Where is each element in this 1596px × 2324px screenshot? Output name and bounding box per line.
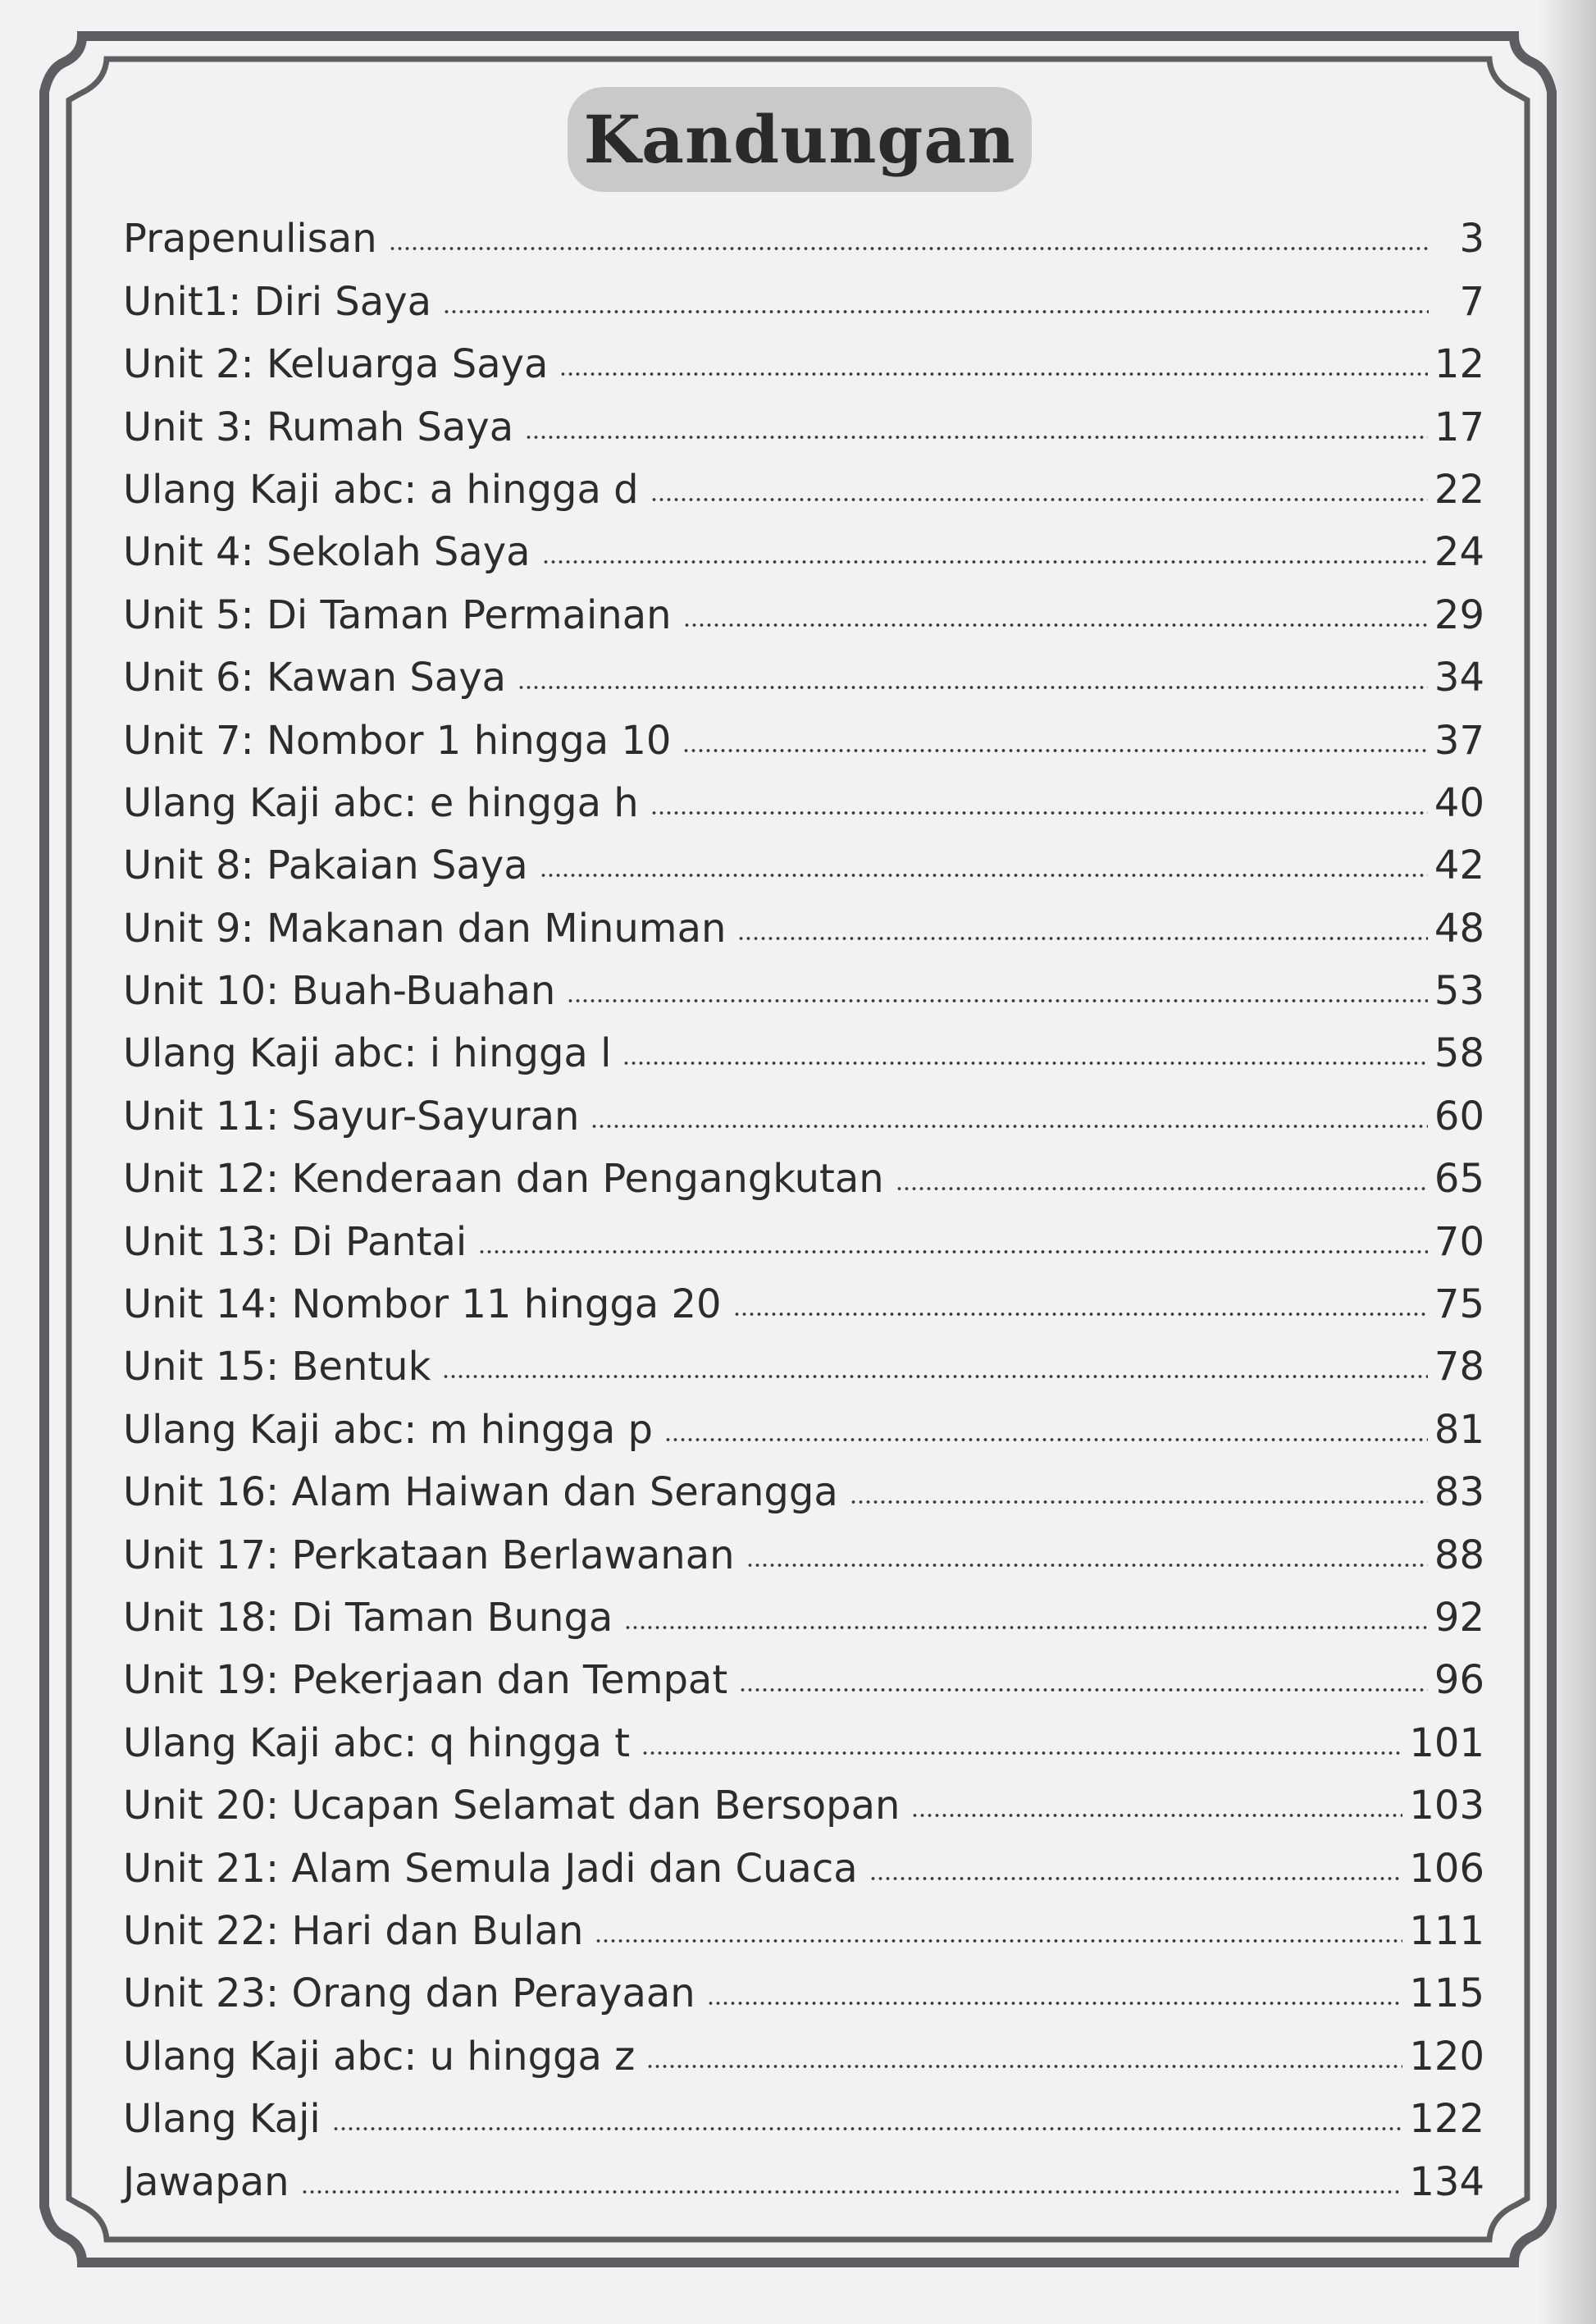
dot-leader	[478, 1250, 1428, 1253]
toc-entry-label: Unit 22: Hari dan Bulan	[123, 1907, 584, 1954]
toc-entry-page-number: 78	[1434, 1344, 1484, 1390]
toc-entry-label: Unit 8: Pakaian Saya	[123, 842, 528, 889]
dot-leader	[911, 1814, 1402, 1817]
dot-leader	[301, 2190, 1403, 2194]
toc-entry	[123, 1199, 1484, 1265]
toc-entry	[123, 823, 1484, 889]
title-banner	[568, 87, 1032, 192]
dot-leader	[683, 623, 1428, 627]
toc-entry-page-number: 122	[1409, 2096, 1484, 2143]
toc-entry-label: Ulang Kaji	[123, 2096, 321, 2143]
dot-leader	[664, 1438, 1428, 1441]
toc-entry-page-number: 12	[1434, 341, 1484, 388]
dot-leader	[641, 1751, 1402, 1755]
toc-entry	[123, 1951, 1484, 2017]
toc-entry-page-number: 37	[1434, 717, 1484, 764]
toc-entry-label: Unit 13: Di Pantai	[123, 1218, 467, 1265]
toc-entry	[123, 447, 1484, 513]
dot-leader	[707, 2002, 1403, 2005]
toc-entry	[123, 1450, 1484, 1516]
toc-entry	[123, 509, 1484, 576]
toc-entry-page-number: 83	[1434, 1469, 1484, 1516]
toc-entry	[123, 322, 1484, 388]
toc-entry	[123, 635, 1484, 701]
dot-leader	[739, 1688, 1428, 1692]
dot-leader	[746, 1564, 1428, 1567]
toc-entry-label: Unit 19: Pekerjaan dan Tempat	[123, 1657, 728, 1704]
toc-entry-page-number: 7	[1459, 278, 1484, 325]
dot-leader	[567, 999, 1428, 1002]
toc-entry	[123, 384, 1484, 450]
toc-entry-label: Unit 6: Kawan Saya	[123, 655, 507, 701]
toc-entry-page-number: 96	[1434, 1657, 1484, 1704]
toc-entry-label: Unit 17: Perkataan Berlawanan	[123, 1532, 735, 1578]
dot-leader	[650, 498, 1428, 501]
dot-leader	[624, 1626, 1428, 1629]
toc-entry-label: Unit1: Diri Saya	[123, 278, 432, 325]
toc-entry	[123, 948, 1484, 1015]
dot-leader	[896, 1187, 1428, 1190]
toc-entry-page-number: 17	[1434, 404, 1484, 450]
toc-entry-page-number: 60	[1434, 1093, 1484, 1139]
toc-entry	[123, 1386, 1484, 1453]
toc-entry-page-number: 81	[1434, 1406, 1484, 1453]
toc-entry-page-number: 88	[1434, 1532, 1484, 1578]
toc-entry	[123, 1888, 1484, 1954]
toc-entry-label: Unit 5: Di Taman Permainan	[123, 591, 672, 638]
toc-entry-label: Ulang Kaji abc: u hingga z	[123, 2033, 636, 2080]
toc-entry-page-number: 48	[1434, 905, 1484, 952]
toc-entry	[123, 1575, 1484, 1641]
toc-entry-page-number: 65	[1434, 1156, 1484, 1203]
toc-entry	[123, 1262, 1484, 1328]
toc-entry-label: Unit 7: Nombor 1 hingga 10	[123, 717, 672, 764]
page-title: Kandungan	[583, 101, 1016, 178]
toc-entry	[123, 885, 1484, 952]
toc-entry	[123, 760, 1484, 826]
toc-entry	[123, 1700, 1484, 1766]
toc-entry-page-number: 92	[1434, 1594, 1484, 1641]
toc-entry	[123, 258, 1484, 325]
toc-entry-label: Unit 10: Buah-Buahan	[123, 968, 556, 1015]
toc-entry-label: Ulang Kaji abc: q hingga t	[123, 1719, 631, 1766]
toc-entry-page-number: 42	[1434, 842, 1484, 889]
dot-leader	[443, 310, 1429, 313]
toc-entry-page-number: 29	[1434, 591, 1484, 638]
toc-entry-label: Unit 14: Nombor 11 hingga 20	[123, 1281, 722, 1328]
toc-entry-label: Unit 12: Kenderaan dan Pengangkutan	[123, 1156, 884, 1203]
table-of-contents	[123, 196, 1484, 2205]
toc-entry-page-number: 106	[1409, 1845, 1484, 1892]
dot-leader	[442, 1375, 1428, 1378]
toc-entry	[123, 1136, 1484, 1203]
dot-leader	[650, 811, 1428, 815]
toc-entry-page-number: 111	[1409, 1907, 1484, 1954]
dot-leader	[518, 686, 1428, 689]
toc-entry-page-number: 75	[1434, 1281, 1484, 1328]
toc-entry-page-number: 58	[1434, 1030, 1484, 1077]
dot-leader	[737, 937, 1428, 940]
toc-entry-page-number: 34	[1434, 655, 1484, 701]
dot-leader	[525, 436, 1428, 439]
toc-entry-label: Unit 23: Orang dan Perayaan	[123, 1970, 695, 2017]
toc-entry-page-number: 101	[1409, 1719, 1484, 1766]
toc-entry-label: Unit 9: Makanan dan Minuman	[123, 905, 727, 952]
dot-leader	[682, 749, 1427, 752]
toc-entry-label: Unit 3: Rumah Saya	[123, 404, 514, 450]
toc-entry-label: Jawapan	[123, 2158, 290, 2205]
toc-entry-page-number: 70	[1434, 1218, 1484, 1265]
dot-leader	[622, 1062, 1427, 1065]
toc-entry-page-number: 115	[1409, 1970, 1484, 2017]
toc-entry	[123, 1073, 1484, 1139]
dot-leader	[595, 1939, 1402, 1943]
toc-entry-label: Unit 4: Sekolah Saya	[123, 529, 531, 576]
toc-entry-label: Unit 15: Bentuk	[123, 1344, 431, 1390]
dot-leader	[542, 560, 1428, 564]
toc-entry	[123, 196, 1484, 263]
dot-leader	[540, 874, 1428, 877]
toc-entry-page-number: 103	[1409, 1783, 1484, 1829]
dot-leader	[559, 372, 1427, 376]
toc-entry	[123, 2139, 1484, 2205]
toc-entry-label: Prapenulisan	[123, 216, 377, 263]
toc-entry-page-number: 120	[1409, 2033, 1484, 2080]
toc-entry	[123, 1011, 1484, 1077]
toc-entry-page-number: 24	[1434, 529, 1484, 576]
toc-entry-page-number: 3	[1459, 216, 1484, 263]
toc-entry-label: Unit 16: Alam Haiwan dan Serangga	[123, 1469, 838, 1516]
dot-leader	[646, 2065, 1402, 2068]
toc-entry-page-number: 134	[1409, 2158, 1484, 2205]
toc-entry	[123, 1763, 1484, 1829]
toc-entry	[123, 1825, 1484, 1892]
toc-entry-label: Ulang Kaji abc: e hingga h	[123, 779, 639, 826]
dot-leader	[591, 1125, 1427, 1128]
toc-entry	[123, 1637, 1484, 1704]
toc-entry-page-number: 40	[1434, 779, 1484, 826]
toc-entry-label: Unit 21: Alam Semula Jadi dan Cuaca	[123, 1845, 858, 1892]
dot-leader	[869, 1877, 1403, 1880]
toc-entry	[123, 572, 1484, 638]
toc-entry-label: Unit 20: Ucapan Selamat dan Bersopan	[123, 1783, 901, 1829]
toc-entry-label: Unit 11: Sayur-Sayuran	[123, 1093, 580, 1139]
toc-entry	[123, 697, 1484, 764]
dot-leader	[389, 247, 1429, 250]
toc-entry-label: Ulang Kaji abc: m hingga p	[123, 1406, 653, 1453]
toc-entry-page-number: 22	[1434, 466, 1484, 513]
toc-entry	[123, 1324, 1484, 1390]
toc-entry-label: Unit 2: Keluarga Saya	[123, 341, 549, 388]
dot-leader	[733, 1313, 1428, 1316]
dot-leader	[850, 1500, 1428, 1504]
toc-entry-page-number: 53	[1434, 968, 1484, 1015]
toc-entry-label: Ulang Kaji abc: i hingga l	[123, 1030, 612, 1077]
toc-entry-label: Ulang Kaji abc: a hingga d	[123, 466, 639, 513]
toc-entry-label: Unit 18: Di Taman Bunga	[123, 1594, 613, 1641]
dot-leader	[332, 2127, 1403, 2130]
toc-entry	[123, 1512, 1484, 1578]
toc-entry	[123, 2013, 1484, 2080]
toc-entry	[123, 2076, 1484, 2143]
